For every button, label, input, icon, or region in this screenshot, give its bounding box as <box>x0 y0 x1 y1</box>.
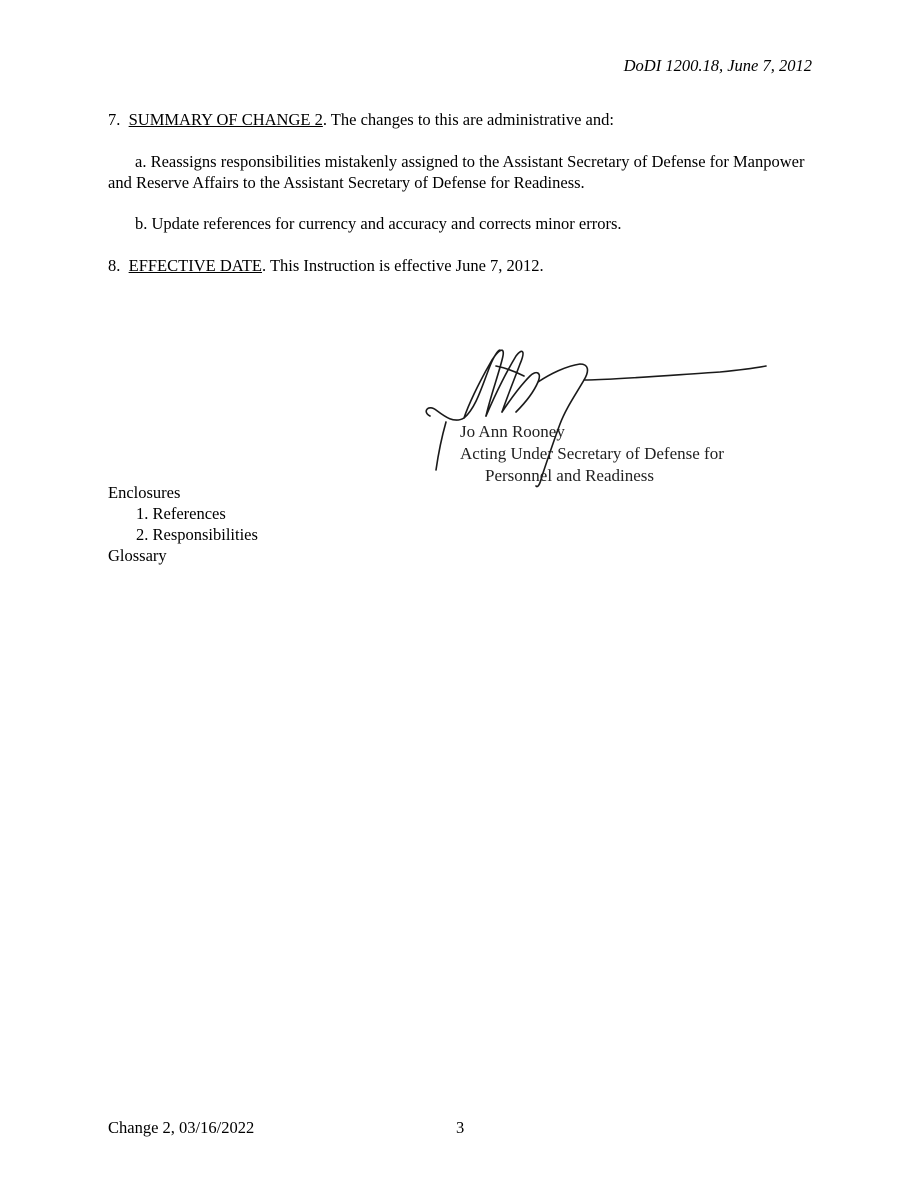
signature-block <box>420 346 780 491</box>
section-8-number: 8. <box>108 256 121 275</box>
signatory-name: Jo Ann Rooney <box>460 422 565 441</box>
footer-change-date: Change 2, 03/16/2022 <box>108 1118 255 1137</box>
enclosures-list <box>108 482 258 566</box>
section-7-number: 7. <box>108 110 121 129</box>
section-7b-paragraph <box>108 213 812 234</box>
section-7a-text: a. Reassigns responsibilities mistakenly assigned to the Assistant Secretary of Defense for Manpower and Reserve Affairs to the Assistant Secretary of Defense for Readiness. <box>108 152 805 192</box>
enclosures-label: Enclosures <box>108 483 181 502</box>
section-7-paragraph <box>108 109 812 130</box>
document-reference: DoDI 1200.18, June 7, 2012 <box>623 56 812 75</box>
footer-page-number: 3 <box>456 1118 465 1137</box>
section-7a-paragraph <box>108 151 812 193</box>
section-7-heading: SUMMARY OF CHANGE 2 <box>128 110 323 129</box>
section-7b-text: b. Update references for currency and accuracy and corrects minor errors. <box>135 214 622 233</box>
section-7-text: . The changes to this are administrative and: <box>322 110 614 129</box>
enclosure-item-references: 1. References <box>136 504 226 523</box>
signatory-title-line-2: Personnel and Readiness <box>485 466 655 485</box>
glossary-label: Glossary <box>108 546 167 565</box>
section-8-paragraph <box>108 255 812 276</box>
section-8-text: . This Instruction is effective June 7, 2012. <box>262 256 544 275</box>
signatory-title-line-1: Acting Under Secretary of Defense for <box>460 444 724 463</box>
section-8-heading: EFFECTIVE DATE <box>128 256 262 275</box>
enclosure-item-responsibilities: 2. Responsibilities <box>136 525 258 544</box>
